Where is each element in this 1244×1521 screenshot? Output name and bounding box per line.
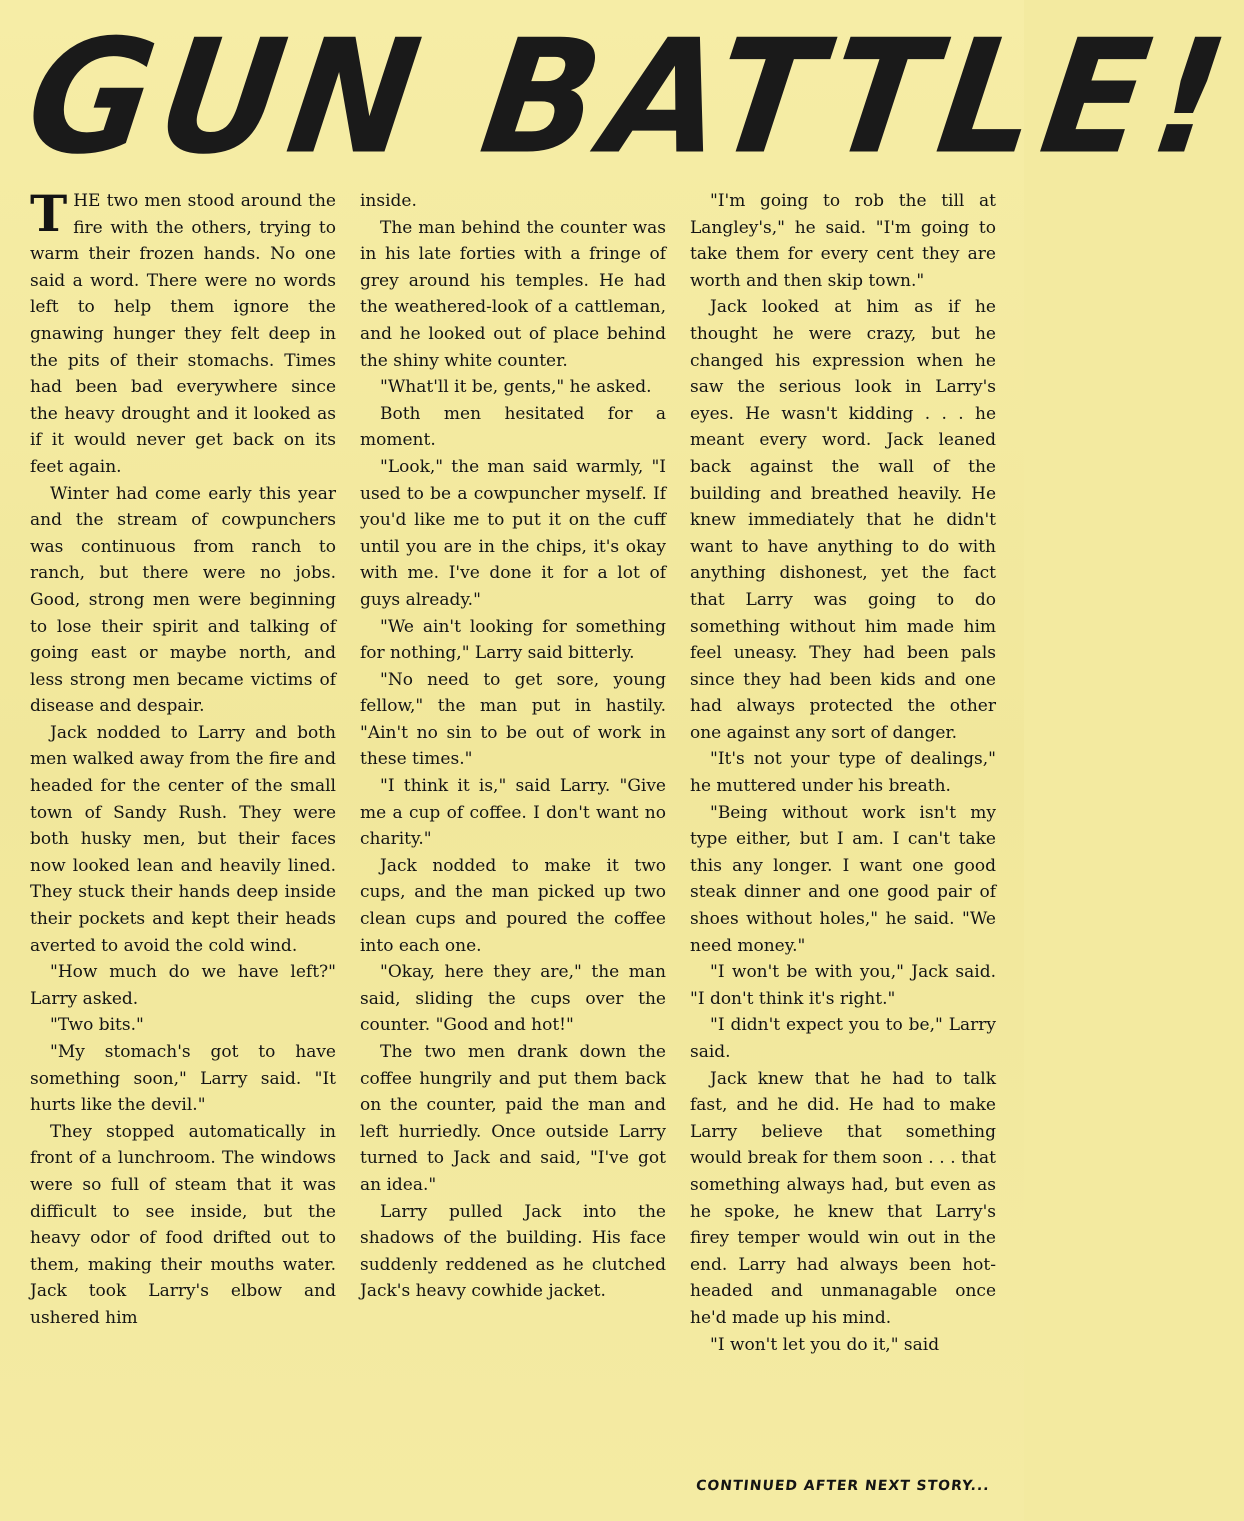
paragraph: "What'll it be, gents," he asked. (380, 377, 652, 398)
paragraph: "My stomach's got to have something soon," Larry said. "It hurts like the devil." (30, 1042, 336, 1116)
paragraph: "Being without work isn't my type either, but I am. I can't take this any longer. I want one good steak dinner and one good pair of shoes without holes," he said. "We need money." (690, 802, 996, 956)
continued-notice: CONTINUED AFTER NEXT STORY... (695, 1478, 991, 1494)
column-3 (690, 188, 996, 1468)
paragraph: The man behind the counter was in his late forties with a fringe of grey around his temples. He had the weathered-look of a cattleman, and he looked out of place behind the shiny white counter. (360, 217, 666, 371)
paragraph: They stopped automatically in front of a lunchroom. The windows were so full of steam that it was difficult to see inside, but the heavy odor of food drifted out to them, making their mouths water. Jack took Larry's elbow and ushered him (30, 1121, 336, 1328)
paragraph: "I won't let you do it," said (710, 1334, 940, 1355)
paragraph: The two men drank down the coffee hungrily and put them back on the counter, paid the man and left hurriedly. Once outside Larry turned to Jack and said, "I've got an idea." (360, 1042, 666, 1195)
paragraph: inside. (360, 191, 417, 211)
paragraph (30, 184, 336, 481)
column-1 (30, 184, 336, 1468)
paragraph: Winter had come early this year and the stream of cowpunchers was continuous from ranch to ranch, but there were no jobs. Good, strong men were beginning to lose their spirit and talking of going east or maybe north, and less strong men became victims of disease and despair. (30, 483, 336, 717)
drop-cap: T (30, 184, 68, 243)
paragraph: "I didn't expect you to be," Larry said. (690, 1015, 996, 1062)
paragraph: "Two bits." (50, 1015, 144, 1036)
text-columns (30, 184, 996, 1468)
paragraph: "I think it is," said Larry. "Give me a cup of coffee. I don't want no charity." (360, 776, 666, 850)
paragraph: Larry pulled Jack into the shadows of the building. His face suddenly reddened as he clutched Jack's heavy cowhide jacket. (360, 1201, 666, 1302)
paragraph-text: HE two men stood around the fire with the others, trying to warm their frozen hands. No one said a word. There were no words left to help them ignore the gnawing hunger they felt deep in the pits of their stomachs. Times had been bad everywhere since the heavy drought and it looked as if it would never get back on its feet again. (30, 191, 336, 477)
paragraph: Jack nodded to make it two cups, and the man picked up two clean cups and poured the coffee into each one. (360, 855, 666, 956)
paragraph: "No need to get sore, young fellow," the man put in hastily. "Ain't no sin to be out of work in these times." (360, 669, 666, 770)
paragraph: "Look," the man said warmly, "I used to be a cowpuncher myself. If you'd like me to put it on the cuff until you are in the chips, it's okay with me. I've done it for a lot of guys already." (360, 456, 666, 610)
story-title: GUN BATTLE! (17, 6, 1244, 190)
paragraph: "It's not your type of dealings," he muttered under his breath. (690, 749, 996, 797)
paragraph: Both men hesitated for a moment. (360, 403, 666, 451)
column-2 (360, 188, 666, 1468)
paragraph: "I'm going to rob the till at Langley's," he said. "I'm going to take them for every cent they are worth and then skip town." (690, 191, 996, 291)
paragraph: "I won't be with you," Jack said. "I don't think it's right." (690, 962, 996, 1009)
paragraph: Jack knew that he had to talk fast, and he did. He had to make Larry believe that something would break for them soon . . . that something always had, but even as he spoke, he knew that Larry's firey temper would win out in the end. Larry had always been hot-headed and unmanagable once he'd made up his mind. (690, 1068, 996, 1328)
paragraph: Jack looked at him as if he thought he were crazy, but he changed his expression when he saw the serious look in Larry's eyes. He wasn't kidding . . . he meant every word. Jack leaned back against the wall of the building and breathed heavily. He knew immediately that he didn't want to have anything to do with anything dishonest, yet the fact that Larry was going to do something without him made him feel uneasy. They had been pals since they had been kids and one had always protected the other one against any sort of danger. (690, 297, 996, 743)
paragraph: "We ain't looking for something for nothing," Larry said bitterly. (360, 616, 666, 664)
paragraph: "How much do we have left?" Larry asked. (30, 962, 336, 1009)
paragraph: "Okay, here they are," the man said, sliding the cups over the counter. "Good and hot!" (360, 962, 666, 1036)
paragraph: Jack nodded to Larry and both men walked away from the fire and headed for the center of the small town of Sandy Rush. They were both husky men, but their faces now looked lean and heavily lined. They stuck their hands deep inside their pockets and kept their heads averted to avoid the cold wind. (30, 722, 336, 956)
